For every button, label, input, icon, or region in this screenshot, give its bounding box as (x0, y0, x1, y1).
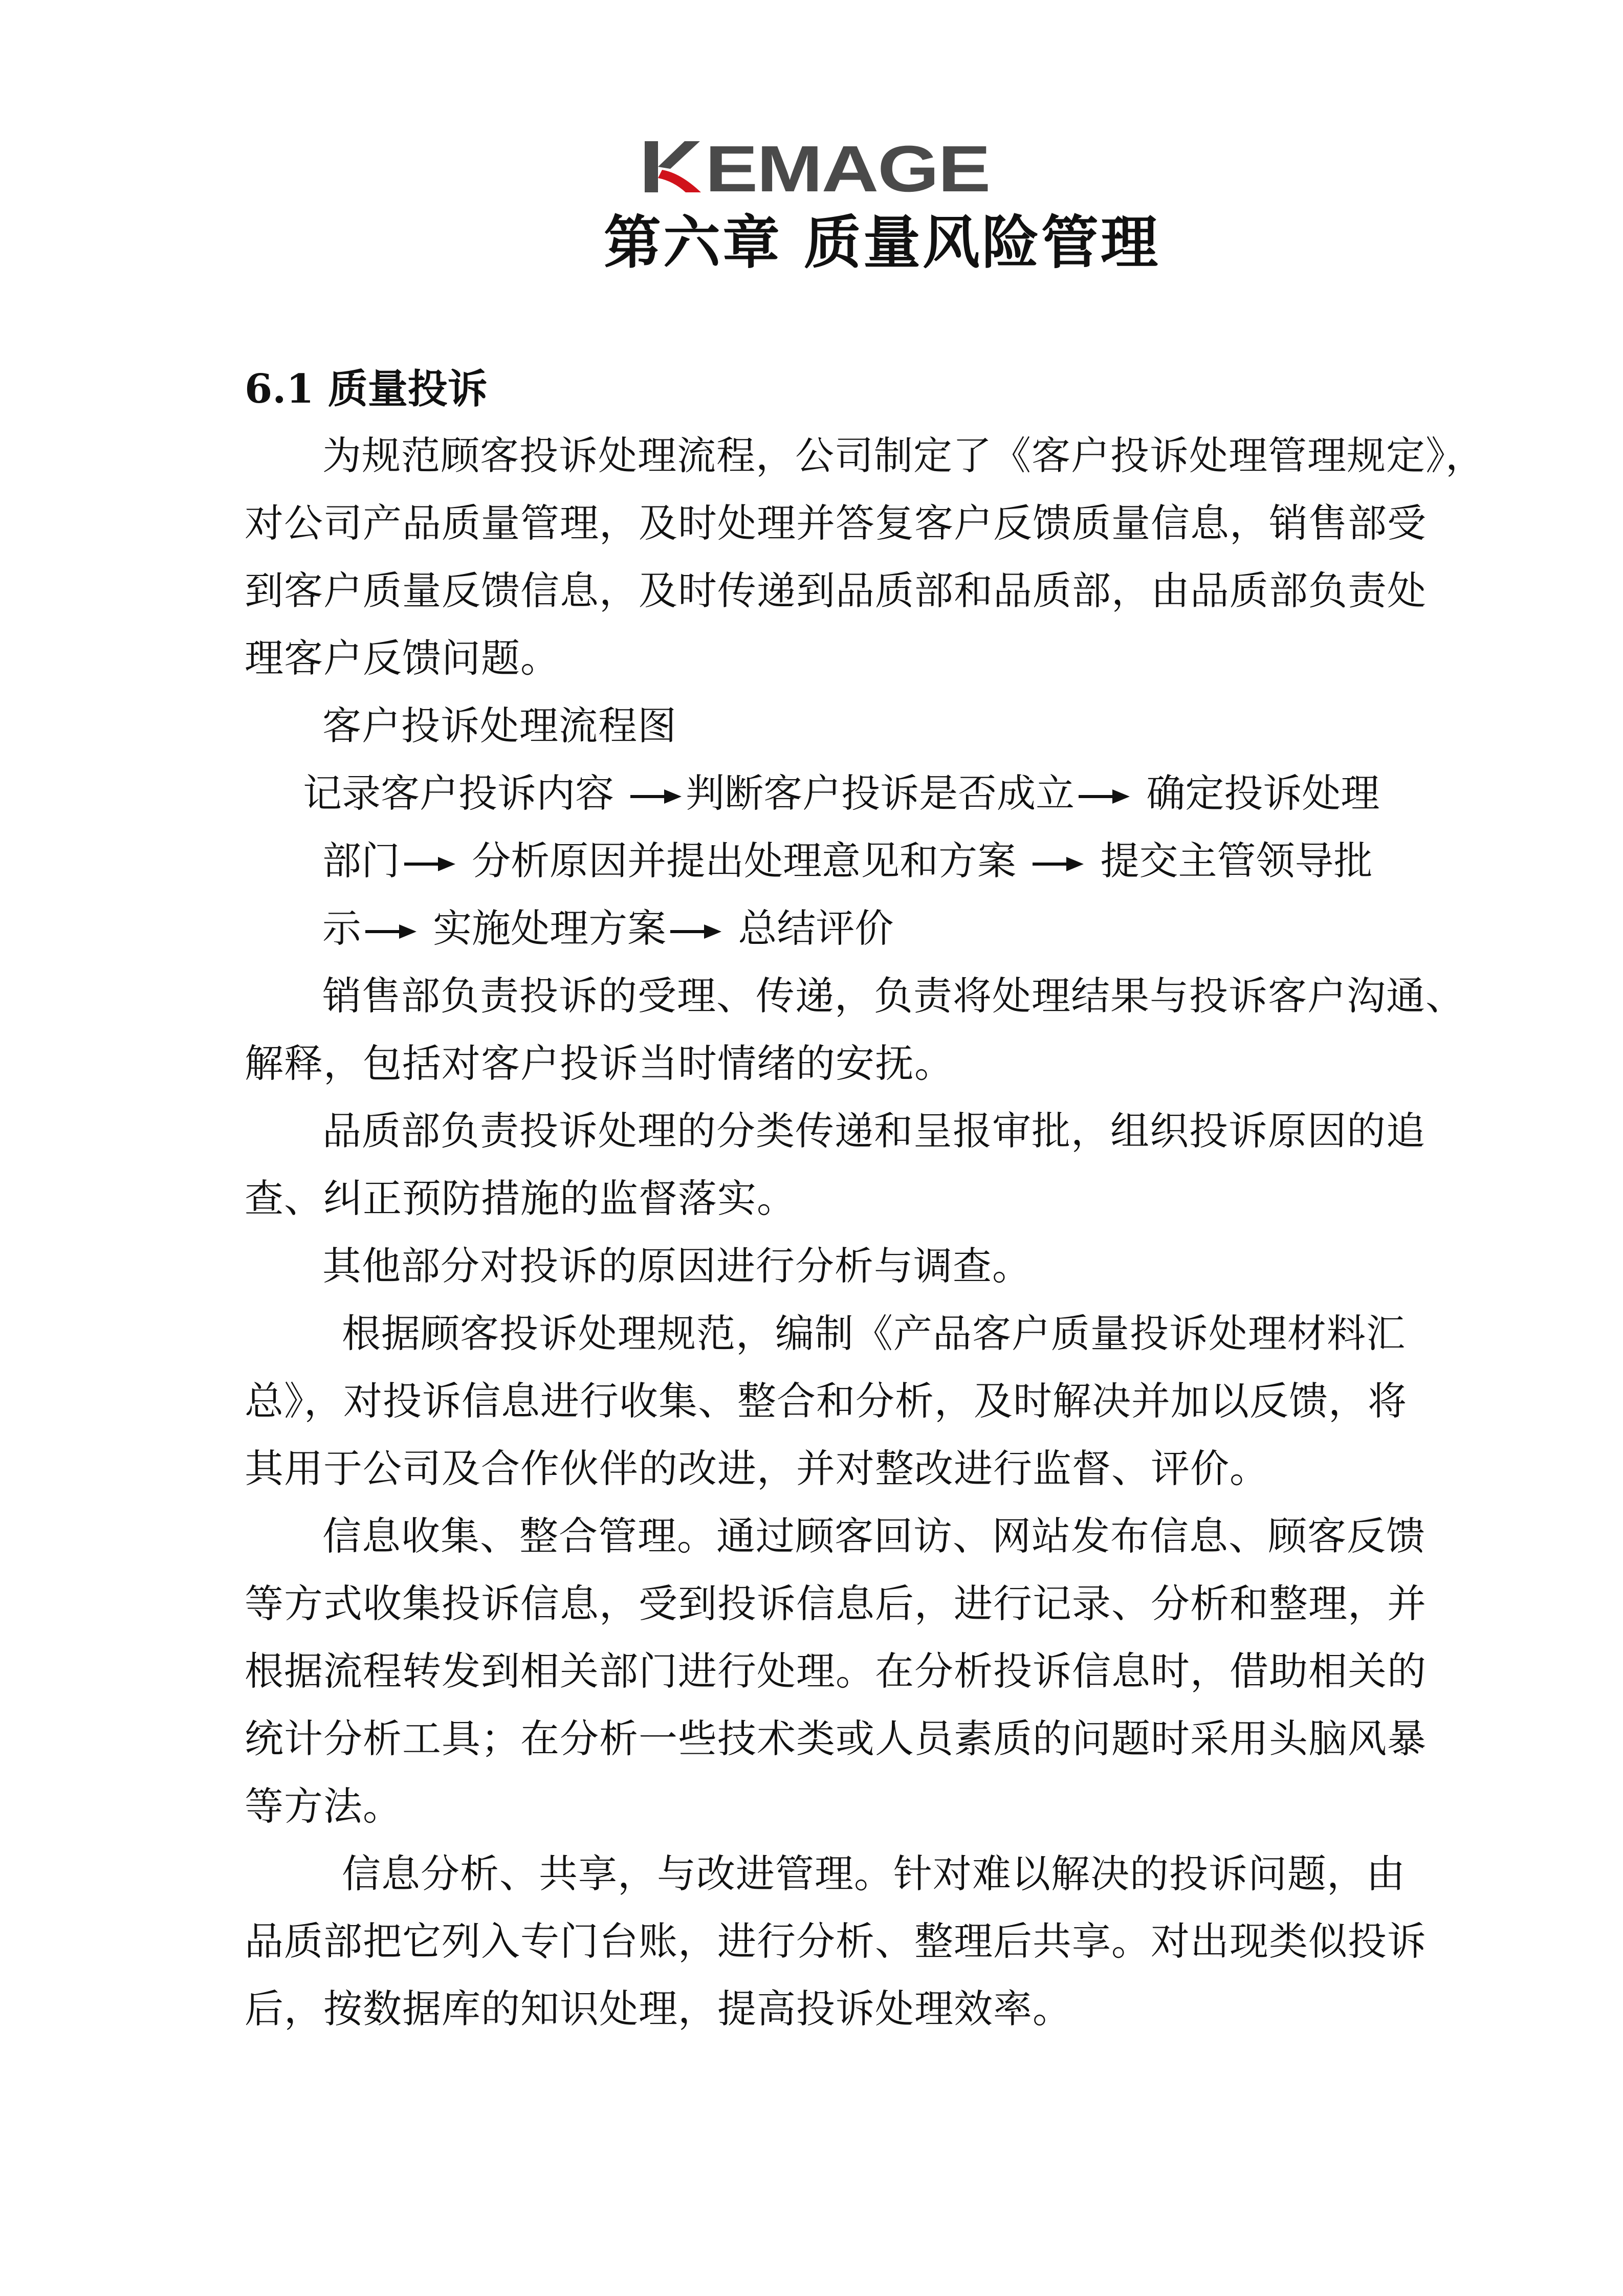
flow-step: 判断客户投诉是否成立 (686, 770, 1075, 816)
flow-step: 记录客户投诉内容 (303, 770, 614, 816)
flow-step: 确定投诉处理 (1146, 770, 1380, 816)
paragraph-line: 销售部负责投诉的受理、传递，负责将处理结果与投诉客户沟通、 (322, 973, 1465, 1019)
arrow-right-icon (365, 922, 416, 941)
paragraph-line: 到客户质量反馈信息，及时传递到品质部和品质部，由品质部负责处 (245, 568, 1427, 613)
paragraph-line: 根据流程转发到相关部门进行处理。在分析投诉信息时，借助相关的 (245, 1648, 1427, 1694)
paragraph-line: 为规范顾客投诉处理流程，公司制定了《客户投诉处理管理规定》， (322, 433, 1485, 478)
arrow-right-icon (404, 855, 455, 873)
paragraph-line: 对公司产品质量管理，及时处理并答复客户反馈质量信息，销售部受 (245, 500, 1427, 546)
arrow-right-icon (670, 922, 721, 941)
paragraph-line: 信息分析、共享，与改进管理。针对难以解决的投诉问题，由 (342, 1851, 1406, 1896)
kemage-logo (645, 137, 993, 196)
paragraph-line: 等方式收集投诉信息，受到投诉信息后，进行记录、分析和整理，并 (245, 1581, 1427, 1626)
flow-step: 分析原因并提出处理意见和方案 (472, 838, 1017, 884)
flowchart-row (322, 833, 1373, 889)
flow-step: 提交主管领导批 (1100, 838, 1373, 884)
logo-wordmark: EMAGE (705, 137, 990, 196)
paragraph-line: 等方法。 (245, 1783, 402, 1829)
paragraph-line: 解释，包括对客户投诉当时情绪的安抚。 (245, 1041, 954, 1086)
chapter-title: 第六章 质量风险管理 (604, 209, 1160, 276)
section-title: 6.1 质量投诉 (245, 366, 488, 412)
paragraph-line: 理客户反馈问题。 (245, 635, 560, 681)
paragraph-line: 查、纠正预防措施的监督落实。 (245, 1176, 796, 1221)
flow-step: 总结评价 (738, 906, 894, 951)
paragraph-line: 品质部负责投诉处理的分类传递和呈报审批，组织投诉原因的追 (322, 1108, 1425, 1154)
paragraph-line: 品质部把它列入专门台账，进行分析、整理后共享。对出现类似投诉 (245, 1918, 1427, 1964)
flowchart-row (322, 900, 893, 957)
paragraph-line: 其用于公司及合作伙伴的改进，并对整改进行监督、评价。 (245, 1446, 1269, 1491)
flow-step: 实施处理方案 (433, 906, 667, 951)
paragraph-line: 统计分析工具；在分析一些技术类或人员素质的问题时采用头脑风暴 (245, 1716, 1427, 1761)
flow-step: 示 (322, 906, 361, 951)
flow-step: 部门 (322, 838, 400, 884)
arrow-right-icon (630, 787, 682, 806)
arrow-right-icon (1033, 855, 1084, 873)
paragraph-line: 总》，对投诉信息进行收集、整合和分析，及时解决并加以反馈，将 (245, 1378, 1407, 1424)
arrow-right-icon (1079, 787, 1130, 806)
paragraph-line: 后，按数据库的知识处理，提高投诉处理效率。 (245, 1986, 1072, 2032)
paragraph-line: 其他部分对投诉的原因进行分析与调查。 (322, 1243, 1032, 1289)
flowchart-caption: 客户投诉处理流程图 (322, 703, 677, 748)
paragraph-line: 根据顾客投诉处理规范，编制《产品客户质量投诉处理材料汇 (342, 1311, 1406, 1356)
flowchart-row (303, 765, 1379, 822)
paragraph-line: 信息收集、整合管理。通过顾客回访、网站发布信息、顾客反馈 (322, 1513, 1425, 1559)
